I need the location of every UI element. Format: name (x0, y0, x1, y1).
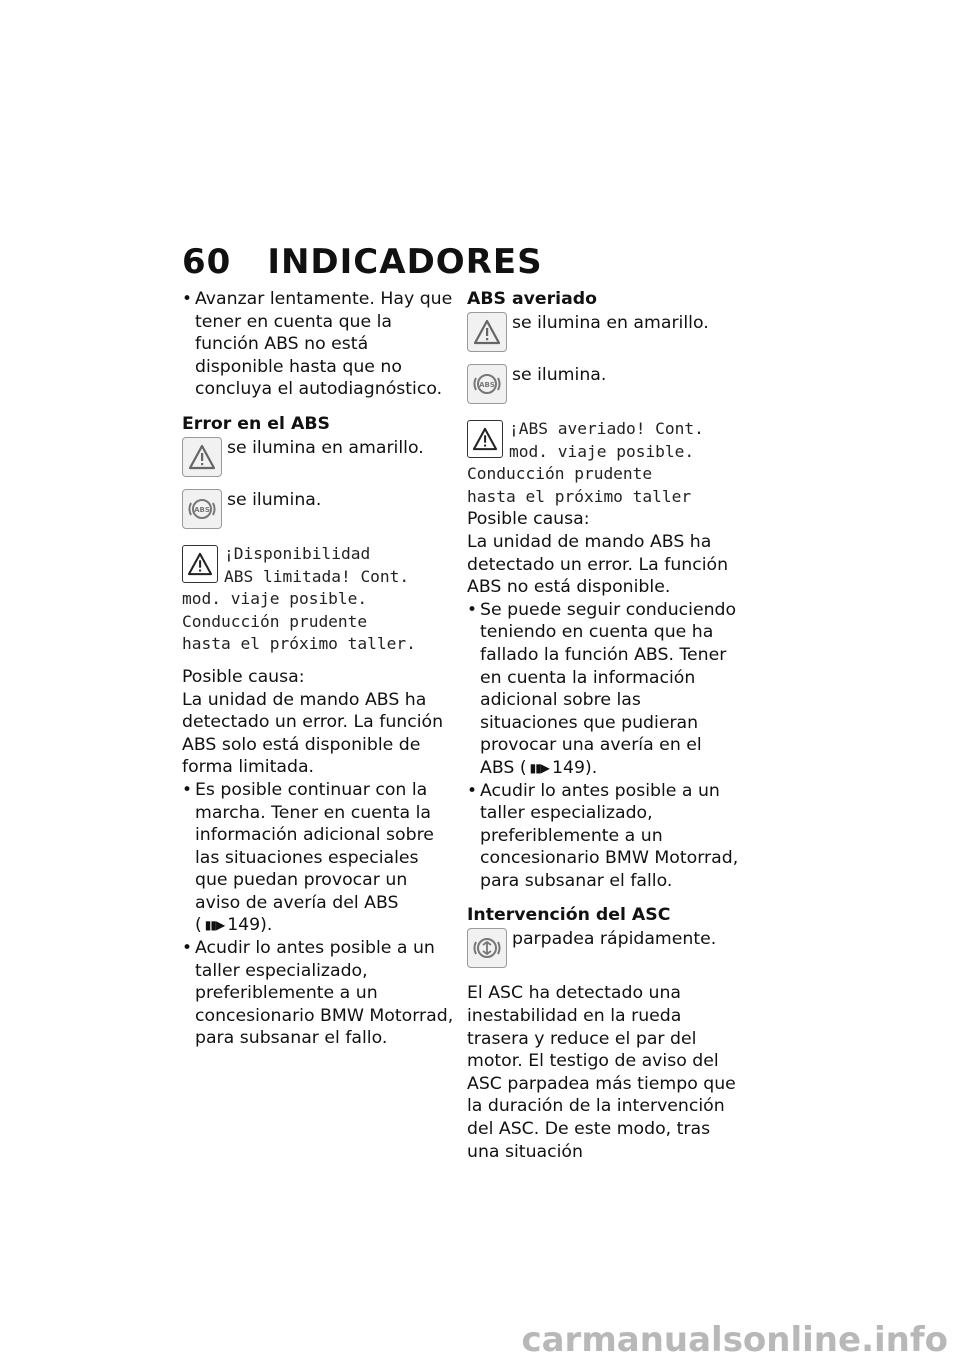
indicator-row-abs (467, 364, 739, 404)
message-line: Conducción prudente (467, 464, 653, 484)
abs-icon (182, 489, 222, 529)
intro-list (182, 288, 454, 401)
indicator-row-abs (182, 489, 454, 529)
message-line: hasta el próximo taller (467, 486, 692, 506)
page-number: 60 (182, 242, 232, 282)
cause-label: Posible causa: (467, 509, 590, 530)
indicator-row-warning (182, 437, 454, 477)
display-message (467, 418, 739, 508)
warning-triangle-icon (182, 545, 218, 583)
page-reference[interactable]: ( ▮▮▶ 149). (195, 915, 273, 936)
display-message (182, 543, 454, 656)
page-reference[interactable]: ( ▮▮▶ 149). (519, 757, 598, 778)
asc-body-text: El ASC ha detectado una inestabilidad en la rueda trasera y reduce el par del motor. El testigo de aviso del ASC parpadea más tiempo que la duración de la intervención del ASC. De este modo, tras una situación (467, 983, 736, 1162)
cause-text: La unidad de mando ABS ha detectado un error. La función ABS solo está disponible de forma limitada. (182, 689, 444, 778)
action-list (182, 779, 454, 1050)
page-reference-arrow-icon: ▮▮▶ (204, 918, 225, 933)
list-item: • Avanzar lentamente. Hay que tener en cuenta que la función ABS no está disponible hasta que no concluya el autodiagnóstico. (182, 288, 454, 401)
indicator-text: se ilumina en amarillo. (227, 437, 424, 458)
section-heading-abs-averiado: ABS averiado (467, 289, 598, 309)
cause-label: Posible causa: (182, 666, 305, 687)
message-line: mod. viaje posible. (182, 589, 368, 609)
right-column (467, 288, 739, 1163)
message-line: Conducción prudente (182, 611, 368, 631)
message-line: mod. viaje posible. (509, 441, 695, 461)
list-item: • Es posible continuar con la marcha. Tener en cuenta la información adicional sobre las situaciones especiales que puedan provocar un aviso de avería del ABS ( ▮▮▶ 149). (182, 779, 454, 937)
message-line: ¡ABS averiado! Cont. (509, 419, 704, 438)
warning-triangle-icon (182, 437, 222, 477)
indicator-text: parpadea rápidamente. (512, 929, 717, 950)
message-line: hasta el próximo taller. (182, 634, 416, 654)
list-item: • Acudir lo antes posible a un taller especializado, preferiblemente a un concesionario BMW Motorrad, para subsanar el fallo. (467, 780, 739, 893)
message-line: ¡Disponibilidad (224, 543, 371, 563)
warning-triangle-icon (467, 420, 503, 458)
abs-icon (467, 364, 507, 404)
warning-triangle-icon (467, 312, 507, 352)
page-title: INDICADORES (267, 242, 543, 282)
section-heading-asc: Intervención del ASC (467, 905, 671, 926)
list-item: • Se puede seguir conduciendo teniendo en cuenta que ha fallado la función ABS. Tener en cuenta la información adicional sobre las situaciones que pudieran provocar una avería en el ABS ( ▮▮▶ 149). (467, 599, 739, 780)
svg-text:ABS: ABS (479, 381, 495, 389)
indicator-text: se ilumina en amarillo. (512, 313, 709, 333)
section-heading-error-abs: Error en el ABS (182, 413, 330, 434)
left-column (182, 288, 454, 1050)
list-item: • Acudir lo antes posible a un taller especializado, preferiblemente a un concesionario BMW Motorrad, para subsanar el fallo. (182, 937, 454, 1050)
indicator-text: se ilumina. (512, 365, 607, 385)
page-header (182, 242, 543, 282)
indicator-row-warning (467, 312, 739, 352)
watermark: carmanualsonline.info (521, 1320, 948, 1360)
svg-text:ABS: ABS (194, 505, 210, 514)
cause-text: La unidad de mando ABS ha detectado un error. La función ABS no está disponible. (467, 531, 729, 598)
asc-icon (467, 928, 507, 968)
indicator-row-asc (467, 928, 739, 968)
message-line: ABS limitada! Cont. (224, 566, 410, 586)
indicator-text: se ilumina. (227, 489, 322, 510)
action-list (467, 599, 739, 893)
page-reference-arrow-icon: ▮▮▶ (529, 760, 550, 775)
